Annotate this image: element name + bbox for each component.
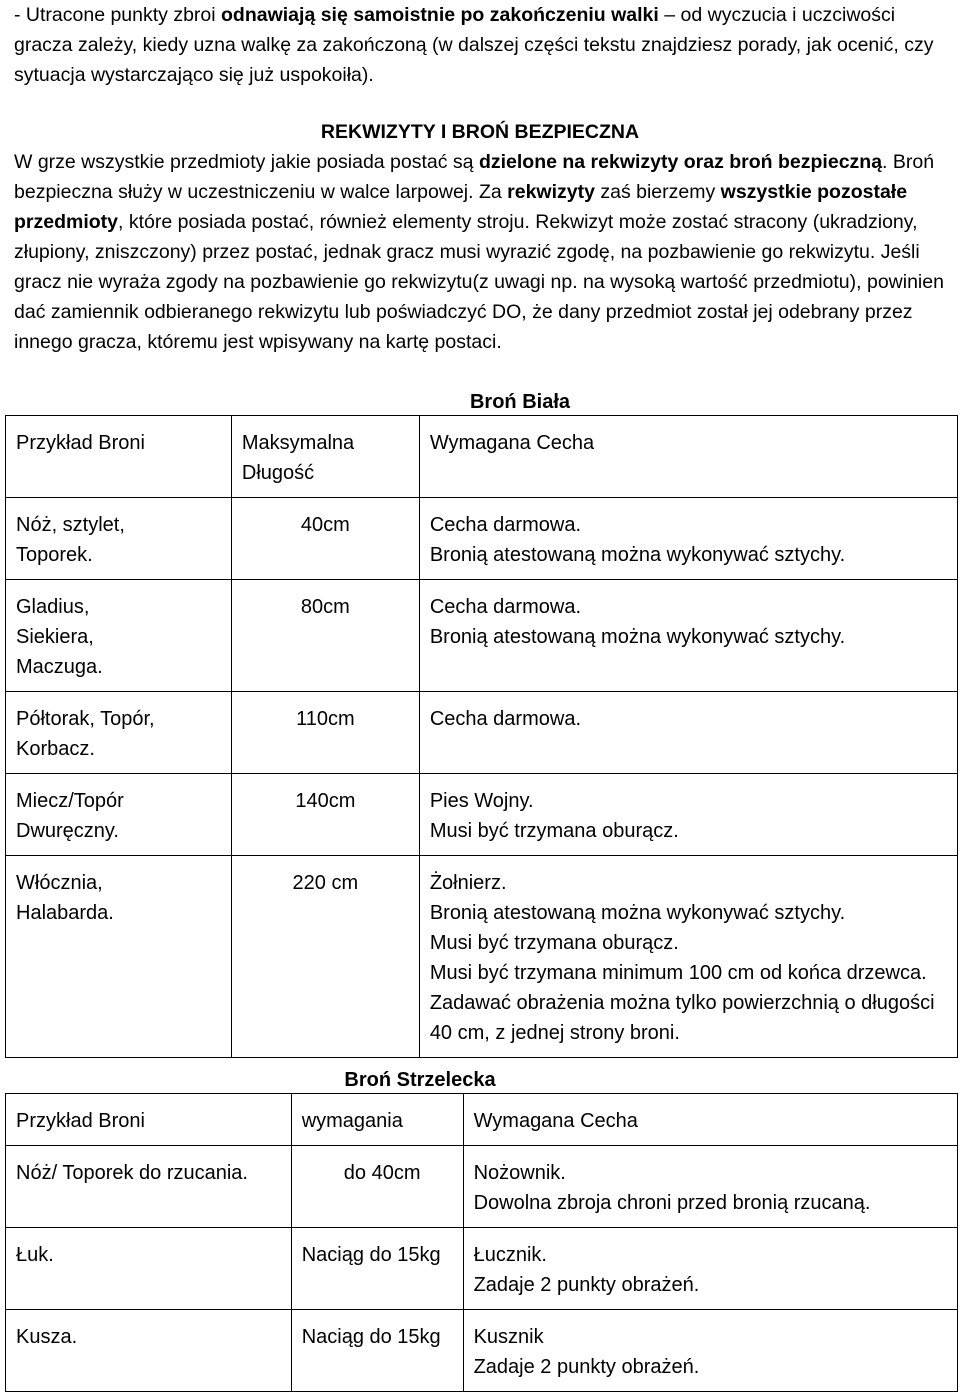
- table-cell: 110cm: [231, 692, 419, 774]
- header-cell: Przykład Broni: [6, 1094, 292, 1146]
- table-cell: Łuk.: [6, 1228, 292, 1310]
- table-row: [6, 1228, 958, 1310]
- table-cell: 80cm: [231, 580, 419, 692]
- bold-run: odnawiają się samoistnie po zakończeniu walki: [221, 4, 659, 26]
- cell-line: Bronią atestowaną można wykonywać sztychy.: [429, 902, 846, 924]
- bold-run: dzielone na rekwizyty oraz broń bezpieczną: [478, 151, 883, 173]
- cell-line: Żołnierz.: [429, 872, 507, 894]
- table-header-row: [6, 416, 958, 498]
- table-cell: 40cm: [231, 498, 419, 580]
- table-cell: Kusza.: [6, 1310, 292, 1392]
- table-row: [6, 856, 958, 1058]
- bold-run: wszystkie pozostałe przedmioty: [14, 181, 908, 233]
- bron-strzelecka-title: Broń Strzelecka: [344, 1069, 496, 1091]
- cell-line: Cecha darmowa.: [429, 596, 581, 618]
- table-cell: Gladius, Siekiera, Maczuga.: [6, 580, 232, 692]
- table-cell: [463, 1310, 957, 1392]
- bron-biala-table: [5, 415, 958, 1058]
- table-cell: Włócznia, Halabarda.: [6, 856, 232, 1058]
- intro-paragraph: [14, 0, 949, 90]
- header-cell: Wymagana Cecha: [463, 1094, 957, 1146]
- table-row: [6, 1310, 958, 1392]
- header-cell: wymagania: [291, 1094, 463, 1146]
- cell-line: Musi być trzymana oburącz.: [429, 932, 679, 954]
- table-cell: Naciąg do 15kg: [291, 1310, 463, 1392]
- table-cell: 220 cm: [231, 856, 419, 1058]
- table-cell: Półtorak, Topór, Korbacz.: [6, 692, 232, 774]
- text-run: W grze wszystkie przedmioty jakie posiada postać są: [14, 151, 479, 173]
- table-cell: [419, 692, 957, 774]
- cell-line: Zadaje 2 punkty obrażeń.: [473, 1274, 700, 1296]
- bold-run: rekwizyty: [507, 181, 595, 203]
- header-label: Maksymalna Długość: [241, 432, 355, 484]
- cell-line: Zadaje 2 punkty obrażeń.: [473, 1356, 700, 1378]
- table-row: [6, 1146, 958, 1228]
- text-run: zaś bierzemy: [594, 181, 721, 203]
- cell-line: Pies Wojny.: [429, 790, 534, 812]
- section-heading: REKWIZYTY I BROŃ BEZPIECZNA: [320, 121, 640, 143]
- cell-line: Cecha darmowa.: [429, 708, 581, 730]
- table-row: [6, 498, 958, 580]
- table-cell: Naciąg do 15kg: [291, 1228, 463, 1310]
- bron-strzelecka-table: [5, 1093, 958, 1392]
- table-cell: 140cm: [231, 774, 419, 856]
- table-cell: Miecz/Topór Dwuręczny.: [6, 774, 232, 856]
- text-run: – od wyczucia i uczciwości gracza zależy, kiedy uzna walkę za zakończoną (w dalszej części tekstu znajdziesz porady, jak ocenić, czy sytuacja wystarczająco się już uspokoiła).: [14, 4, 934, 86]
- table-row: [6, 692, 958, 774]
- cell-line: Łucznik.: [473, 1244, 547, 1266]
- table-cell: [463, 1228, 957, 1310]
- header-cell: Przykład Broni: [6, 416, 232, 498]
- cell-line: Zadawać obrażenia można tylko powierzchnią o długości 40 cm, z jednej strony broni.: [429, 992, 935, 1044]
- header-cell: [231, 416, 419, 498]
- table-cell: [419, 498, 957, 580]
- table-cell: [419, 856, 957, 1058]
- cell-line: Bronią atestowaną można wykonywać sztychy.: [429, 626, 846, 648]
- text-run: . Broń bezpieczna służy w uczestniczeniu w walce larpowej. Za: [14, 151, 935, 203]
- table-cell: [419, 774, 957, 856]
- table-row: [6, 580, 958, 692]
- rekwizyty-paragraph: [14, 147, 949, 357]
- table-row: [6, 774, 958, 856]
- cell-line: Musi być trzymana oburącz.: [429, 820, 679, 842]
- cell-line: Cecha darmowa.: [429, 514, 581, 536]
- cell-line: Nożownik.: [473, 1162, 566, 1184]
- header-cell: Wymagana Cecha: [419, 416, 957, 498]
- cell-line: Bronią atestowaną można wykonywać sztychy.: [429, 544, 846, 566]
- text-run: , które posiada postać, również elementy stroju. Rekwizyt może zostać stracony (ukradziony, złupiony, zniszczony) przez postać, jednak gracz musi wyrazić zgodę, na pozbawienie go rekwizytu. Jeśli gracz nie wyraża zgody na pozbawienie go rekwizytu(z uwagi np. na wysoką wartość przedmiotu), powinien dać zamiennik odbieranego rekwizytu lub poświadczyć DO, że dany przedmiot został jej odebrany przez innego gracza, któremu jest wpisywany na kartę postaci.: [14, 211, 944, 353]
- cell-line: Dowolna zbroja chroni przed bronią rzucaną.: [473, 1192, 871, 1214]
- cell-line: Kusznik: [473, 1326, 544, 1348]
- bron-biala-title: Broń Biała: [469, 391, 571, 413]
- table-cell: [419, 580, 957, 692]
- cell-line: Musi być trzymana minimum 100 cm od końca drzewca.: [429, 962, 927, 984]
- text-run: - Utracone punkty zbroi: [14, 4, 222, 26]
- table-cell: [463, 1146, 957, 1228]
- table-cell: do 40cm: [291, 1146, 463, 1228]
- table-header-row: [6, 1094, 958, 1146]
- table-cell: Nóż/ Toporek do rzucania.: [6, 1146, 292, 1228]
- table-cell: Nóż, sztylet, Toporek.: [6, 498, 232, 580]
